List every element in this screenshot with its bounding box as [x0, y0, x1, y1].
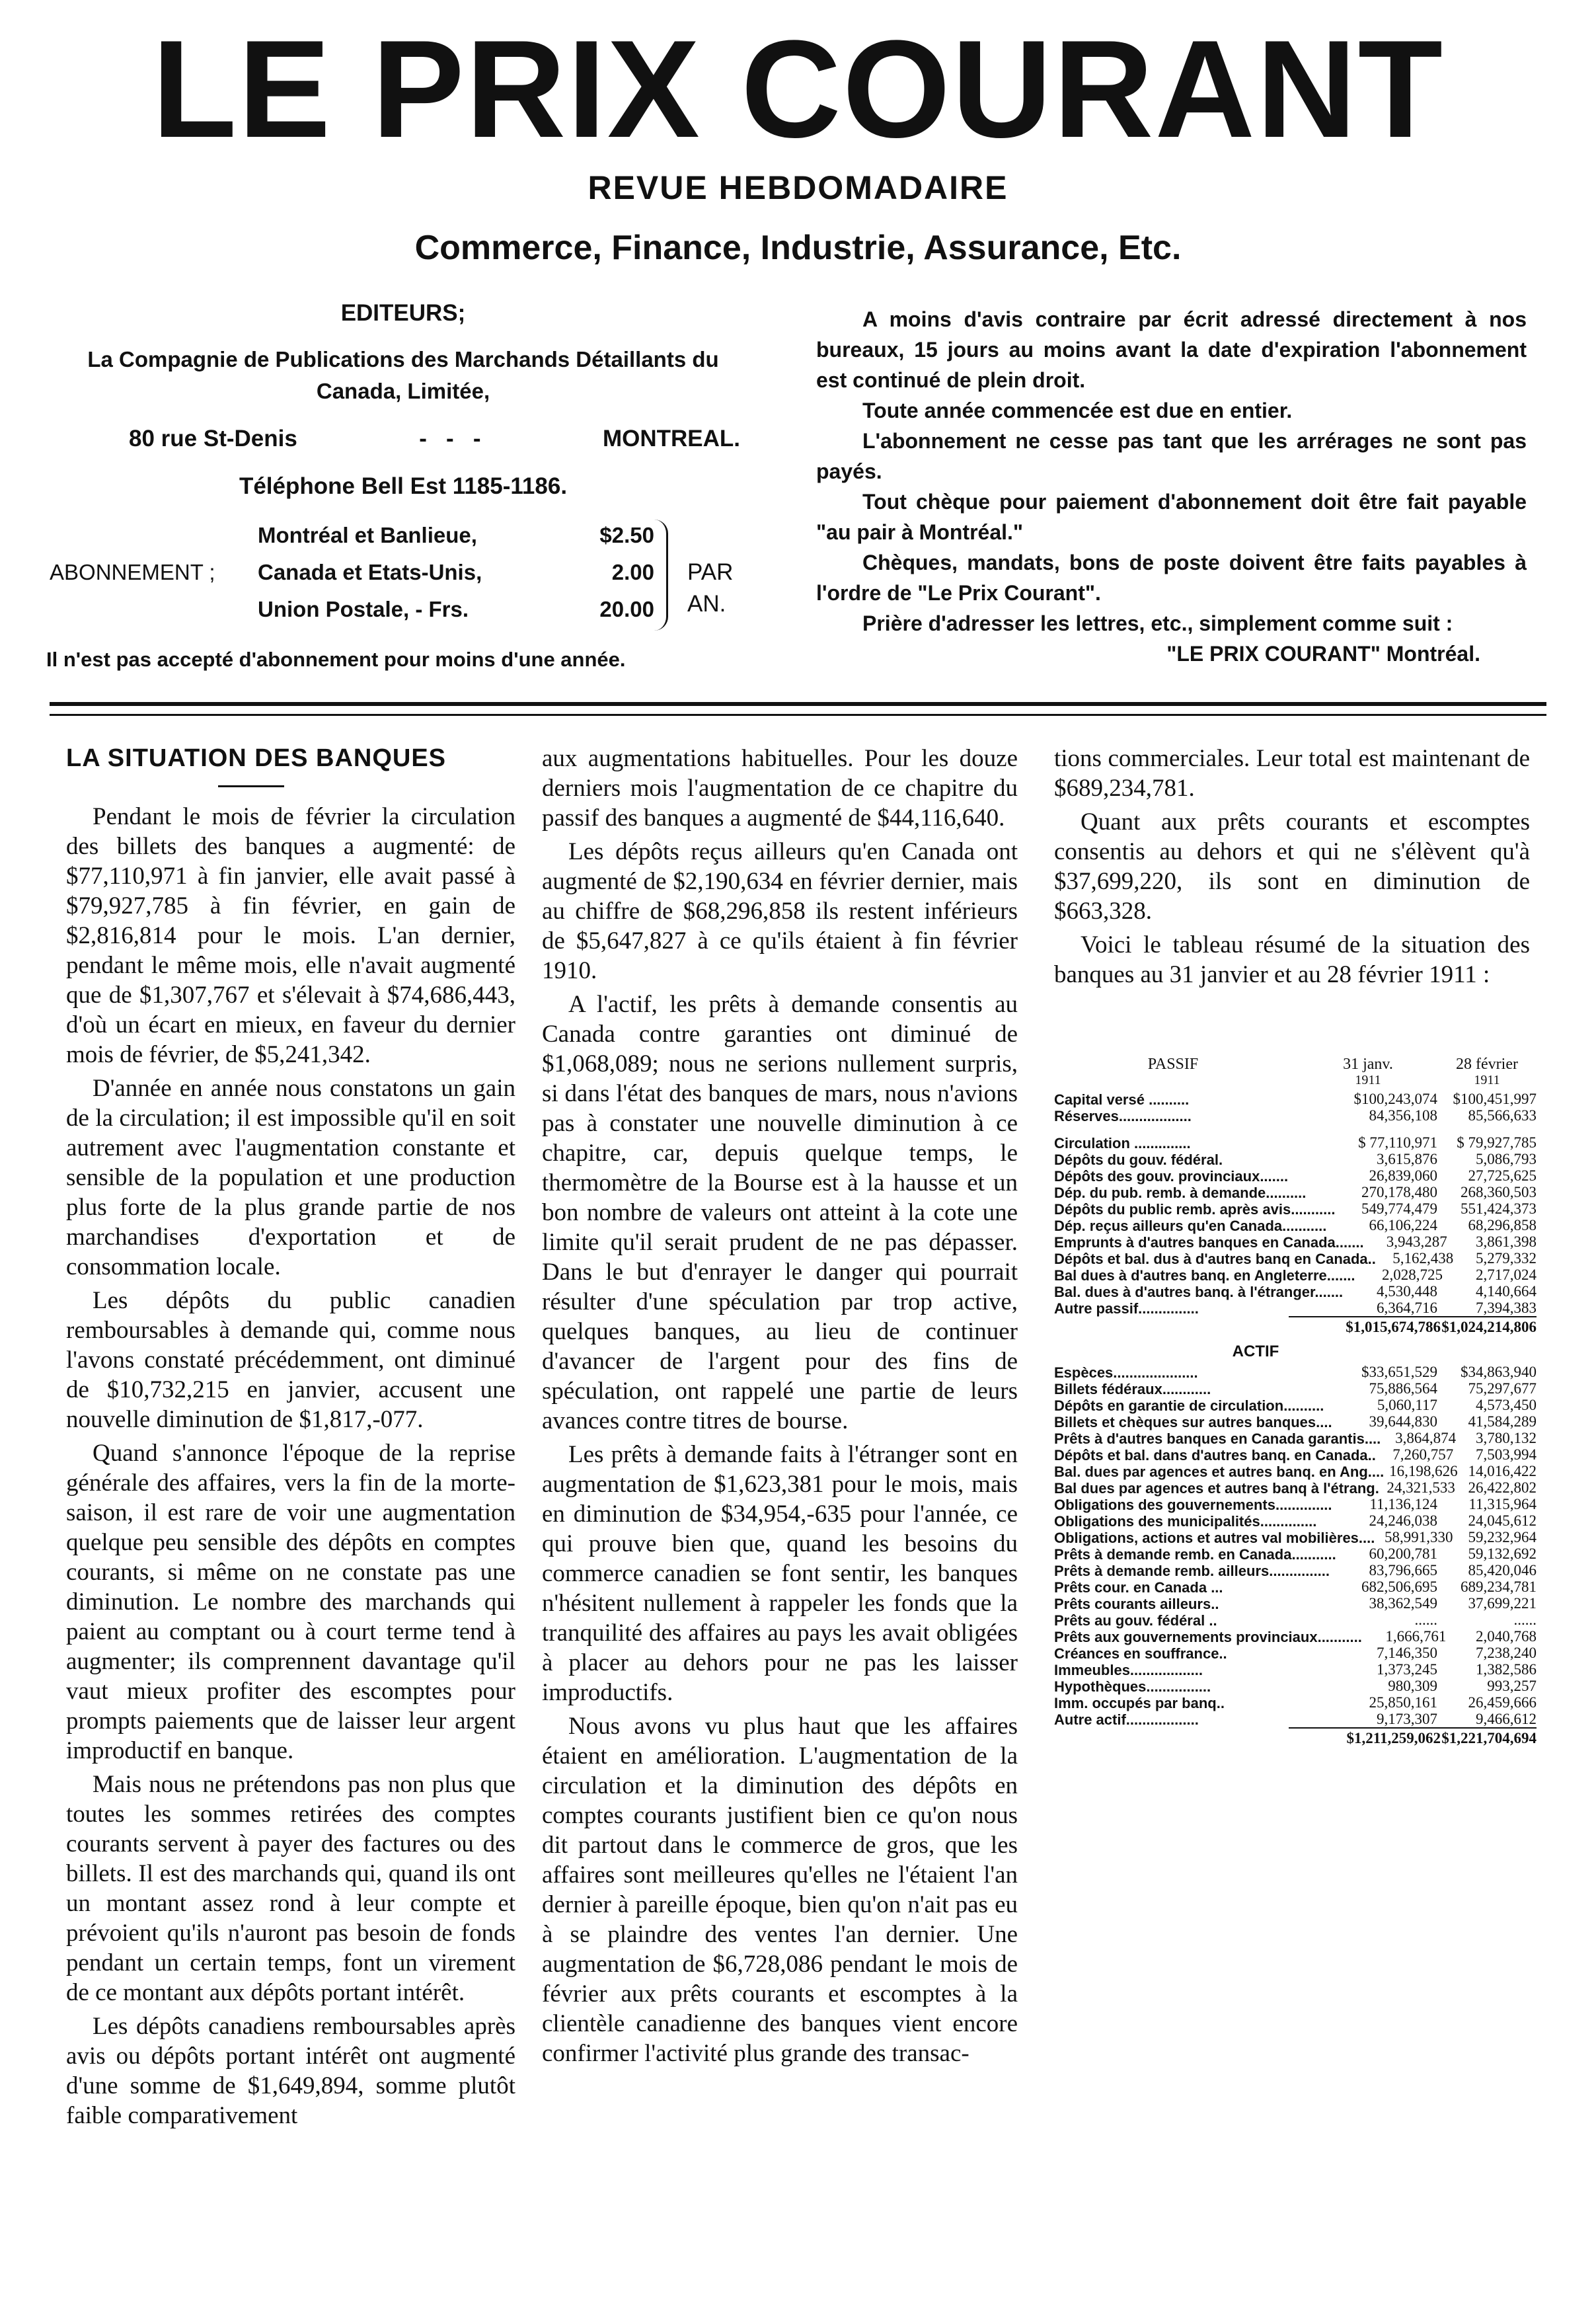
- row-value-jan: 60,200,781: [1369, 1545, 1437, 1562]
- row-value-jan: 3,864,874: [1395, 1430, 1457, 1446]
- row-value-feb: 14,016,422: [1468, 1463, 1537, 1479]
- row-label: Dép. du pub. remb. à demande..........: [1054, 1185, 1307, 1201]
- row-value-jan: 11,136,124: [1369, 1496, 1437, 1512]
- rate-zone: Canada et Etats-Unis,: [258, 560, 482, 584]
- table-row: [1054, 1200, 1537, 1217]
- row-value-feb: 7,394,383: [1476, 1300, 1537, 1316]
- table-row: [1054, 1694, 1537, 1711]
- row-value-feb: 4,573,450: [1476, 1397, 1537, 1413]
- publisher-heading: EDITEURS;: [340, 300, 466, 326]
- table-row: [1054, 1711, 1537, 1727]
- row-label: Dép. reçus ailleurs qu'en Canada...........: [1054, 1218, 1327, 1234]
- table-row: [1054, 1430, 1537, 1446]
- row-value-jan: 1,373,245: [1377, 1661, 1437, 1678]
- article-paragraph: Les dépôts canadiens remboursables après avis ou dépôts portant intérêt ont augmenté d'une somme de $1,649,894, somme plutôt faible comparativement: [66, 2013, 515, 2129]
- row-value-feb: 268,360,503: [1461, 1184, 1537, 1200]
- row-value-feb: 11,315,964: [1468, 1496, 1537, 1512]
- row-label: Autre passif...............: [1054, 1300, 1199, 1317]
- row-value-jan: 3,943,287: [1386, 1233, 1447, 1250]
- article-paragraph: Les dépôts reçus ailleurs qu'en Canada ont augmenté de $2,190,634 en février dernier, mais au chiffre de $68,296,858 ils restent inférieurs de $5,647,827 à ce qu'ils étaient à fin février 1910.: [542, 838, 1018, 984]
- masthead-title: LE PRIX COURANT: [151, 11, 1445, 167]
- table-row: [1054, 1167, 1537, 1184]
- publisher-address-line: [46, 423, 760, 455]
- row-value-jan: 7,146,350: [1377, 1645, 1437, 1661]
- row-value-jan: 16,198,626: [1389, 1463, 1458, 1479]
- table-row: [1054, 1267, 1537, 1283]
- row-value-feb: 41,584,289: [1468, 1413, 1537, 1430]
- row-label: Dépôts et bal. dans d'autres banq. en Canada..: [1054, 1447, 1376, 1463]
- minimum-subscription-note: Il n'est pas accepté d'abonnement pour moins d'une année.: [46, 648, 626, 671]
- article-column-2: [542, 744, 1018, 2072]
- notice-paragraph: A moins d'avis contraire par écrit adressé directement à nos bureaux, 15 jours au moins avant la date d'expiration l'abonnement est continué de plein droit.: [816, 307, 1527, 392]
- publisher-telephone: Téléphone Bell Est 1185-1186.: [239, 473, 568, 499]
- row-label: Capital versé ..........: [1054, 1091, 1190, 1108]
- row-value-jan: 66,106,224: [1369, 1217, 1437, 1233]
- article-paragraph: Les dépôts du public canadien remboursables à demande qui, comme nous l'avons constaté précédemment, ont diminué de $10,732,215 en janvier, accusent une nouvelle diminution de $1,817,-077.: [66, 1287, 515, 1433]
- article-paragraph: Les prêts à demande faits à l'étranger sont en augmentation de $1,623,381 pour le mois, mais en diminution de $34,954,-635 pour l'année, ce qui prouve bien que, quand les besoins du commerce canadien se font sentir, les banques n'hésitent nullement à rappeler les fonds que la tranquilité des affaires au pays les avait obligées à placer au dehors pour ne pas les laisser improductifs.: [542, 1441, 1018, 1706]
- row-value-jan: 9,173,307: [1377, 1711, 1437, 1727]
- row-value-feb: 37,699,221: [1468, 1595, 1537, 1612]
- row-value-jan: 58,991,330: [1384, 1529, 1453, 1545]
- row-label: Emprunts à d'autres banques en Canada.......: [1054, 1234, 1364, 1251]
- publisher-address: 80 rue St-Denis: [129, 426, 297, 451]
- article-paragraph: Nous avons vu plus haut que les affaires étaient en amélioration. L'augmentation de la circulation et la diminution des dépôts en comptes courants justifient bien ce qu'on nous dit partout dans le commerce de gros, que les affaires sont meilleures qu'elles ne l'étaient l'an dernier à pareille époque, bien qu'on n'ait pas eu à se plaindre des ventes l'an dernier. Une augmentation de $6,728,086 pendant le mois de février aux prêts courants et escomptes à la clientèle canadienne des banques vient encore confirmer l'activité plus grande des transac-: [542, 1713, 1018, 2067]
- rate-row: [258, 557, 654, 594]
- row-value-feb: ......: [1513, 1612, 1537, 1628]
- row-value-feb: 993,257: [1487, 1678, 1537, 1694]
- row-value-jan: 2,028,725: [1382, 1267, 1443, 1283]
- row-value-jan: 24,321,533: [1387, 1479, 1455, 1496]
- table-row: [1054, 1184, 1537, 1200]
- row-label: Espèces.....................: [1054, 1364, 1198, 1381]
- table-row: [1054, 1562, 1537, 1579]
- header-divider-thick: [50, 702, 1546, 706]
- row-value-feb: 7,503,994: [1476, 1446, 1537, 1463]
- row-value-feb: 4,140,664: [1476, 1283, 1537, 1300]
- row-label: Prêts au gouv. fédéral ..: [1054, 1612, 1217, 1629]
- publisher-block: [46, 297, 760, 676]
- rate-brace: [654, 520, 668, 631]
- row-spacer: [1054, 1124, 1537, 1134]
- row-value-jan: $ 77,110,971: [1358, 1134, 1437, 1151]
- table-row: [1054, 1579, 1537, 1595]
- article-paragraph: D'année en année nous constatons un gain de la circulation; il est impossible qu'il en soit autrement avec l'augmentation constante et sensible de la population et une production plus forte de la plus grande partie de nos marchandises d'exportation et de consommation locale.: [66, 1075, 515, 1280]
- table-row: [1054, 1612, 1537, 1628]
- table-row: [1054, 1529, 1537, 1545]
- rate-row: [258, 594, 654, 631]
- masthead-subtitle: REVUE HEBDOMADAIRE: [588, 169, 1008, 206]
- passif-total-b: $1,024,214,806: [1441, 1319, 1537, 1335]
- article-column-3: [1054, 744, 1530, 994]
- row-value-jan: 38,362,549: [1369, 1595, 1437, 1612]
- row-label: Obligations des municipalités..............: [1054, 1513, 1317, 1530]
- table-row: [1054, 1151, 1537, 1167]
- row-label: Dépôts en garantie de circulation..........: [1054, 1397, 1324, 1414]
- subscription-notice: [816, 304, 1527, 669]
- header-divider-thin: [50, 714, 1546, 716]
- table-row: [1054, 1107, 1537, 1124]
- row-value-feb: 85,566,633: [1468, 1107, 1537, 1124]
- row-value-feb: 85,420,046: [1468, 1562, 1537, 1579]
- row-value-jan: 75,886,564: [1369, 1380, 1437, 1397]
- table-row: [1054, 1661, 1537, 1678]
- subscription-label: ABONNEMENT ;: [50, 560, 215, 584]
- table-row: [1054, 1678, 1537, 1694]
- row-value-jan: 682,506,695: [1361, 1579, 1437, 1595]
- article-paragraph: Quand s'annonce l'époque de la reprise générale des affaires, vers la fin de la morte-saison, il est rare de voir une augmentation quelque peu sensible des dépôts en comptes courants, si même on ne constate pas une diminution. Le nombre des marchands qui paient au comptant ou à court terme tend à augmenter; ils comprennent davantage qu'il vaut mieux profiter des escomptes pour prompts paiements que de laisser leur argent improductif en banque.: [66, 1440, 515, 1764]
- table-row: [1054, 1595, 1537, 1612]
- table-row: [1054, 1233, 1537, 1250]
- passif-total-a: $1,015,674,786: [1346, 1319, 1441, 1335]
- row-value-feb: 9,466,612: [1476, 1711, 1537, 1727]
- row-label: Créances en souffrance..: [1054, 1645, 1227, 1662]
- column-a-date: 31 janv.: [1343, 1056, 1393, 1073]
- passif-header: PASSIF: [1147, 1056, 1199, 1073]
- row-value-feb: 59,132,692: [1468, 1545, 1537, 1562]
- row-value-feb: 3,780,132: [1476, 1430, 1537, 1446]
- column-b-date: 28 février: [1456, 1056, 1518, 1073]
- row-value-feb: $100,451,997: [1453, 1091, 1537, 1107]
- column-a-year: 1911: [1355, 1073, 1381, 1087]
- table-row: [1054, 1413, 1537, 1430]
- notice-signature: "LE PRIX COURANT" Montréal.: [1166, 642, 1480, 666]
- row-value-jan: $33,651,529: [1361, 1364, 1437, 1380]
- table-row: [1054, 1364, 1537, 1380]
- rate-zone: Union Postale, - Frs.: [258, 597, 469, 621]
- row-label: Bal dues par agences et autres banq à l'étrang.: [1054, 1480, 1379, 1497]
- row-value-jan: 24,246,038: [1369, 1512, 1437, 1529]
- table-row: [1054, 1283, 1537, 1300]
- table-row: [1054, 1545, 1537, 1562]
- row-label: Prêts cour. en Canada ...: [1054, 1579, 1223, 1596]
- article-paragraph: A l'actif, les prêts à demande consentis au Canada contre garanties ont diminué de $1,068,089; nous ne serions nullement surpris, si dans l'état des banques de mars, nous n'avions pas à constater une nouvelle diminution à ce chapitre, car, depuis quelque temps, le thermomètre de la Bourse est à la hausse et un bon nombre de valeurs ont atteint à la cote une limite qu'il serait prudent de ne pas dépasser. Dans le but d'enrayer le danger qui pourrait résulter d'une spéculation par trop active, quelques banques, au lieu de continuer d'avancer de l'argent pour des fins de spéculation, ont rappelé une partie de leurs avances contre titres de bourse.: [542, 991, 1018, 1434]
- row-label: Prêts à demande remb. en Canada...........: [1054, 1546, 1336, 1563]
- table-row: [1054, 1645, 1537, 1661]
- row-label: Prêts courants ailleurs..: [1054, 1596, 1219, 1612]
- actif-total-row: [1054, 1730, 1537, 1746]
- row-value-feb: 26,459,666: [1468, 1694, 1537, 1711]
- row-value-jan: 7,260,757: [1392, 1446, 1454, 1463]
- row-value-feb: $ 79,927,785: [1457, 1134, 1537, 1151]
- row-label: Dépôts des gouv. provinciaux.......: [1054, 1168, 1289, 1185]
- row-value-jan: 270,178,480: [1361, 1184, 1437, 1200]
- row-value-jan: 6,364,716: [1377, 1300, 1437, 1316]
- row-value-feb: $34,863,940: [1461, 1364, 1537, 1380]
- article-paragraph: Quant aux prêts courants et escomptes consentis au dehors et qui ne s'élèvent qu'à $37,699,220, ils sont en diminution de $663,328.: [1054, 808, 1530, 925]
- total-rule: [1289, 1316, 1537, 1317]
- row-label: Bal dues à d'autres banq. en Angleterre.......: [1054, 1267, 1355, 1284]
- row-value-jan: ......: [1414, 1612, 1437, 1628]
- article-title: LA SITUATION DES BANQUES: [66, 744, 447, 772]
- row-value-jan: 4,530,448: [1377, 1283, 1437, 1300]
- row-value-feb: 24,045,612: [1468, 1512, 1537, 1529]
- row-value-feb: 1,382,586: [1476, 1661, 1537, 1678]
- row-value-jan: 26,839,060: [1369, 1167, 1437, 1184]
- table-row: [1054, 1512, 1537, 1529]
- rate-price: 20.00: [599, 597, 654, 621]
- row-label: Obligations des gouvernements..............: [1054, 1497, 1332, 1513]
- row-value-feb: 2,040,768: [1476, 1628, 1537, 1645]
- row-value-feb: 2,717,024: [1476, 1267, 1537, 1283]
- rate-price: $2.50: [599, 523, 654, 547]
- notice-paragraph: Tout chèque pour paiement d'abonnement doit être fait payable "au pair à Montréal.": [816, 490, 1527, 544]
- actif-total-a: $1,211,259,062: [1346, 1730, 1441, 1746]
- row-label: Obligations, actions et autres val mobilières....: [1054, 1530, 1375, 1546]
- table-row: [1054, 1250, 1537, 1267]
- row-label: Réserves..................: [1054, 1108, 1192, 1124]
- row-label: Billets et chèques sur autres banques....: [1054, 1414, 1332, 1430]
- publisher-city: MONTREAL.: [602, 426, 740, 451]
- table-row: [1054, 1463, 1537, 1479]
- table-row: [1054, 1628, 1537, 1645]
- rate-price: 2.00: [611, 560, 654, 584]
- row-value-feb: 689,234,781: [1461, 1579, 1537, 1595]
- table-row: [1054, 1446, 1537, 1463]
- notice-paragraph: L'abonnement ne cesse pas tant que les arrérages ne sont pas payés.: [816, 429, 1527, 483]
- row-value-feb: 59,232,964: [1468, 1529, 1537, 1545]
- table-row: [1054, 1380, 1537, 1397]
- row-value-jan: 5,060,117: [1377, 1397, 1437, 1413]
- notice-paragraph: Chèques, mandats, bons de poste doivent être faits payables à l'ordre de "Le Prix Courant".: [816, 551, 1527, 605]
- publisher-company: La Compagnie de Publications des Marchands Détaillants du Canada, Limitée,: [87, 347, 719, 403]
- rate-zone: Montréal et Banlieue,: [258, 523, 477, 547]
- actif-total-b: $1,221,704,694: [1441, 1730, 1537, 1746]
- article-paragraph: tions commerciales. Leur total est maintenant de $689,234,781.: [1054, 745, 1530, 802]
- passif-total-row: [1054, 1319, 1537, 1335]
- passif-rows: [1054, 1091, 1537, 1316]
- table-header: [1054, 1051, 1537, 1091]
- actif-header: ACTIF: [1232, 1343, 1279, 1360]
- row-value-feb: 5,086,793: [1476, 1151, 1537, 1167]
- row-value-feb: 75,297,677: [1468, 1380, 1537, 1397]
- row-value-jan: 25,850,161: [1369, 1694, 1437, 1711]
- row-label: Dépôts du gouv. fédéral.: [1054, 1151, 1223, 1168]
- article-paragraph: Mais nous ne prétendons pas non plus que toutes les sommes retirées des comptes courants servent à payer des factures ou des billets. Il est des marchands qui, quand ils ont un montant assez rond à leur compte et prévoient qu'ils n'auront pas besoin de fonds pendant un certain temps, font un virement de ce montant aux dépôts portant intérêt.: [66, 1771, 515, 2006]
- row-value-feb: 3,861,398: [1476, 1233, 1537, 1250]
- row-value-feb: 551,424,373: [1461, 1200, 1537, 1217]
- row-value-jan: 39,644,830: [1369, 1413, 1437, 1430]
- row-label: Bal. dues à d'autres banq. à l'étranger.......: [1054, 1284, 1344, 1300]
- row-value-jan: 549,774,479: [1361, 1200, 1437, 1217]
- table-row: [1054, 1300, 1537, 1316]
- table-row: [1054, 1217, 1537, 1233]
- publisher-dashes: - - -: [419, 426, 481, 451]
- row-label: Dépôts et bal. dus à d'autres banq en Canada..: [1054, 1251, 1376, 1267]
- row-label: Prêts à demande remb. ailleurs...............: [1054, 1563, 1330, 1579]
- table-row: [1054, 1496, 1537, 1512]
- row-label: Circulation ..............: [1054, 1135, 1191, 1151]
- row-label: Imm. occupés par banq..: [1054, 1695, 1225, 1711]
- table-row: [1054, 1091, 1537, 1107]
- table-row: [1054, 1479, 1537, 1496]
- row-value-jan: 3,615,876: [1377, 1151, 1437, 1167]
- row-value-jan: 980,309: [1388, 1678, 1437, 1694]
- row-value-feb: 26,422,802: [1468, 1479, 1537, 1496]
- row-label: Billets fédéraux............: [1054, 1381, 1211, 1397]
- row-value-jan: 1,666,761: [1385, 1628, 1447, 1645]
- per-year-label: PAR AN.: [687, 559, 734, 617]
- row-label: Prêts à d'autres banques en Canada garantis....: [1054, 1430, 1381, 1447]
- column-b-year: 1911: [1474, 1073, 1500, 1087]
- table-row: [1054, 1134, 1537, 1151]
- row-value-jan: 5,162,438: [1392, 1250, 1454, 1267]
- table-row: [1054, 1397, 1537, 1413]
- row-value-feb: 7,238,240: [1476, 1645, 1537, 1661]
- row-value-jan: 84,356,108: [1369, 1107, 1437, 1124]
- subscription-rates: [46, 520, 760, 632]
- title-rule: [218, 785, 284, 787]
- row-label: Prêts aux gouvernements provinciaux...........: [1054, 1629, 1362, 1645]
- row-label: Bal. dues par agences et autres banq. en Ang....: [1054, 1463, 1385, 1480]
- row-label: Hypothèques................: [1054, 1678, 1211, 1695]
- row-value-jan: $100,243,074: [1353, 1091, 1437, 1107]
- actif-rows: [1054, 1364, 1537, 1727]
- notice-paragraph: Toute année commencée est due en entier.: [862, 399, 1293, 422]
- bank-summary-table: [1054, 1051, 1537, 1746]
- rate-row: [258, 520, 654, 557]
- notice-paragraph: Prière d'adresser les lettres, etc., simplement comme suit :: [862, 611, 1453, 635]
- article-paragraph: aux augmentations habituelles. Pour les douze derniers mois l'augmentation de ce chapitre du passif des banques a augmenté de $44,116,640.: [542, 745, 1018, 832]
- row-value-feb: 5,279,332: [1476, 1250, 1537, 1267]
- row-value-jan: 83,796,665: [1369, 1562, 1437, 1579]
- row-value-feb: 27,725,625: [1468, 1167, 1537, 1184]
- article-paragraph: Pendant le mois de février la circulation des billets des banques a augmenté: de $77,110,971 à fin janvier, elle avait passé à $79,927,785 à fin février, en gain de $2,816,814 pour le mois. L'an dernier, pendant le même mois, elle n'avait augmenté que de $1,307,767 et s'élevait à $74,686,443, d'où un écart en mieux, en faveur du dernier mois de février, de $5,241,342.: [66, 803, 515, 1068]
- article-column-1: [66, 744, 515, 2134]
- row-label: Autre actif..................: [1054, 1711, 1199, 1728]
- row-label: Dépôts du public remb. après avis...........: [1054, 1201, 1336, 1218]
- article-paragraph: Voici le tableau résumé de la situation des banques au 31 janvier et au 28 février 1911 :: [1054, 931, 1530, 988]
- row-value-feb: 68,296,858: [1468, 1217, 1537, 1233]
- masthead-tagline: Commerce, Finance, Industrie, Assurance, Etc.: [414, 229, 1182, 267]
- total-rule: [1289, 1727, 1537, 1729]
- row-label: Immeubles..................: [1054, 1662, 1203, 1678]
